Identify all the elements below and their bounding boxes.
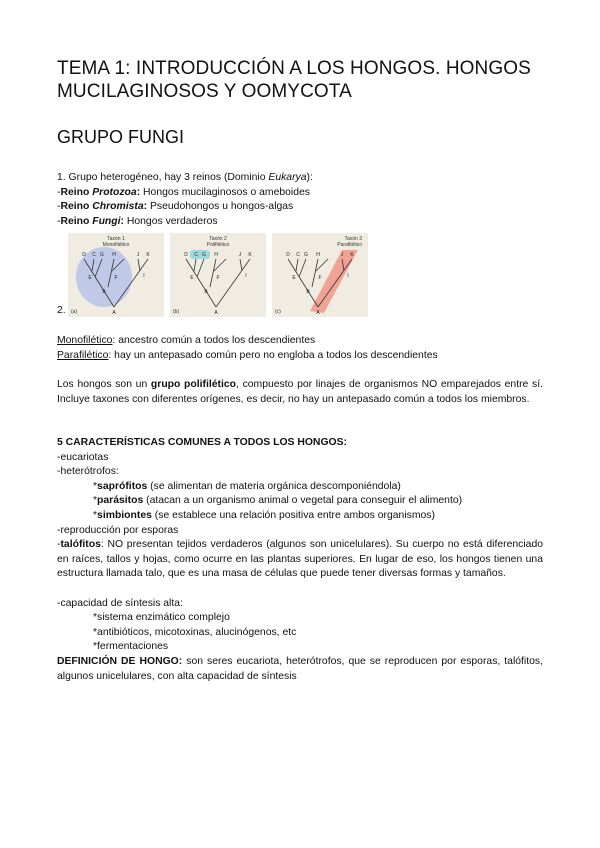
node-label: B <box>102 289 106 295</box>
definicion-hongo: DEFINICIÓN DE HONGO: son seres eucariota, heterótrofos, que se reproducen por esporas, talófitos, algunos unicelulares, con alta capacidad de síntesis <box>57 656 543 682</box>
panel-title: Taxón 1 <box>107 236 125 242</box>
feature-esporas: -reproducción por esporas <box>57 524 179 536</box>
leaf-label: G <box>100 252 104 258</box>
leaf-label: K <box>248 252 252 258</box>
panel-label: (a) <box>71 309 78 315</box>
leaf-label: J <box>340 252 344 258</box>
feature-talofitos: -talófitos: NO presentan tejidos verdaderos (algunos son unicelulares). Su cuerpo no está diferenciado en raíces, tallos y hojas, como ocurre en las plantas superiores. En lugar de eso, los hongos tienen una estructura llamada talo, que es una masa de células que puede tener diversas formas y tamaños. <box>57 539 543 580</box>
intro-line: 1. Grupo heterogéneo, hay 3 reinos (Dominio Eukarya): <box>57 172 313 183</box>
tree-paraphyletic <box>272 233 368 317</box>
leaf-label: J <box>136 252 140 258</box>
leaf-label: K <box>146 252 150 258</box>
leaf-label: D <box>286 252 290 258</box>
node-label: B <box>306 289 310 295</box>
node-label: F <box>114 275 118 281</box>
kingdom-fungi: -Reino Fungi: Hongos verdaderos <box>57 215 218 227</box>
leaf-label: K <box>350 252 354 258</box>
leaf-label: C <box>92 252 96 258</box>
kingdom-chromista: -Reino Chromista: Pseudohongos u hongos-algas <box>57 201 294 213</box>
polyphyletic-paragraph: Los hongos son un grupo polifilético, compuesto por linajes de organismos NO emparejados entre sí. Incluye taxones con diferentes orígenes, es decir, no hay un antepasado común a todos los miembros. <box>57 379 543 405</box>
tree-monophyletic <box>68 233 164 317</box>
type-simbiontes: *simbiontes (se establece una relación positiva entre ambos organismos) <box>93 510 435 521</box>
section-heading: GRUPO FUNGI <box>57 127 185 147</box>
panel-subtitle: Polifilético <box>206 242 230 248</box>
panel-label: (b) <box>173 309 180 315</box>
clade-highlight <box>310 250 358 313</box>
tree-polyphyletic <box>170 233 266 317</box>
panel-subtitle: Parafilético <box>337 242 362 248</box>
panel-label: (c) <box>275 309 281 315</box>
node-label: E <box>292 275 296 281</box>
leaf-label: C <box>194 252 198 258</box>
type-parasitos: *parásitos (atacan a un organismo animal o vegetal para conseguir el alimento) <box>93 495 463 507</box>
sintesis-item: *sistema enzimático complejo <box>93 612 230 624</box>
node-label: I <box>245 273 247 279</box>
type-saprofitos: *saprófitos (se alimentan de materia orgánica descomponiéndola) <box>93 480 401 492</box>
node-label: I <box>143 273 145 279</box>
leaf-label: J <box>238 252 242 258</box>
leaf-label: D <box>82 252 86 258</box>
sintesis-item: *fermentaciones <box>93 641 169 653</box>
node-label: B <box>204 289 208 295</box>
leaf-label: H <box>214 252 218 258</box>
feature-heterotrofos: -heterótrofos: <box>57 466 119 478</box>
node-label: I <box>347 273 349 279</box>
feature-eucariotas: -eucariotas <box>57 451 109 463</box>
node-label: A <box>112 310 116 316</box>
leaf-label: C <box>296 252 300 258</box>
features-heading: 5 CARACTERÍSTICAS COMUNES A TODOS LOS HONGOS: <box>57 437 347 448</box>
sintesis-item: *antibióticos, micotoxinas, alucinógenos, etc <box>93 626 297 638</box>
node-label: E <box>88 275 92 281</box>
node-label: F <box>216 275 220 281</box>
leaf-label: G <box>304 252 308 258</box>
phylogeny-figure <box>68 233 368 317</box>
panel-monophyletic <box>68 233 164 317</box>
definition-monofiletico: Monofilético: ancestro común a todos los descendientes <box>57 335 316 346</box>
leaf-label: H <box>112 252 116 258</box>
panel-title: Taxón 3 <box>344 236 362 242</box>
panel-polyphyletic <box>170 233 266 317</box>
page-title: TEMA 1: INTRODUCCIÓN A LOS HONGOS. HONGOS MUCILAGINOSOS Y OOMYCOTA <box>57 58 531 102</box>
node-label: F <box>318 275 322 281</box>
node-label: E <box>190 275 194 281</box>
panel-subtitle: Monofilético <box>102 242 130 248</box>
panel-paraphyletic <box>272 233 368 317</box>
kingdom-protozoa: -Reino Protozoa: Hongos mucilaginosos o ameboides <box>57 186 310 198</box>
definition-parafiletico: Parafilético: hay un antepasado común pero no engloba a todos los descendientes <box>57 349 438 361</box>
panel-title: Taxón 2 <box>209 236 227 242</box>
clade-highlight <box>190 250 210 259</box>
leaf-label: G <box>202 252 206 258</box>
node-label: A <box>316 310 320 316</box>
leaf-label: D <box>184 252 188 258</box>
item-number-2: 2. <box>57 305 66 316</box>
node-label: A <box>214 310 218 316</box>
leaf-label: H <box>316 252 320 258</box>
feature-sintesis: -capacidad de síntesis alta: <box>57 597 183 609</box>
